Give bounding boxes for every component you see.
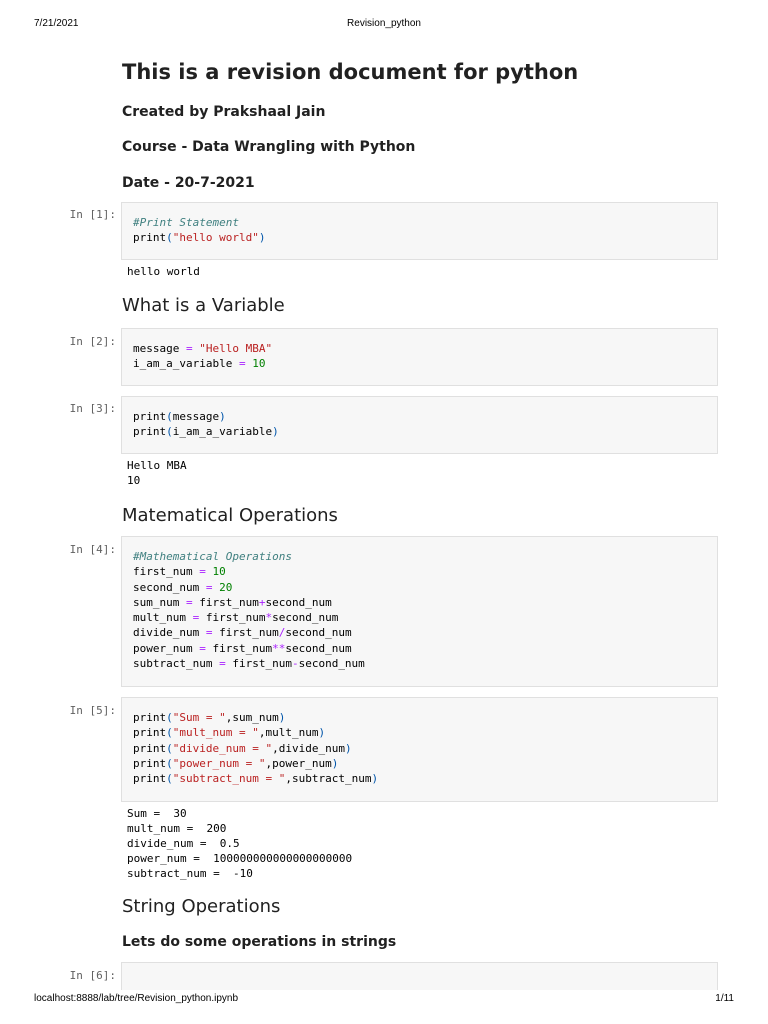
code-comment: #Print Statement — [133, 216, 239, 229]
code-token: ( — [166, 741, 173, 755]
code-block — [133, 710, 706, 786]
code-token: ) — [318, 726, 326, 740]
code-token: print — [133, 741, 167, 755]
code-token: print — [133, 726, 167, 740]
code-token: mult_num — [133, 611, 193, 625]
code-token: = — [185, 342, 193, 355]
output-line: power_num = 100000000000000000000 — [127, 852, 353, 865]
code-token: ) — [258, 231, 266, 245]
code-token: first_num — [192, 595, 259, 609]
code-token: print — [133, 756, 167, 770]
cell-output-5 — [127, 806, 352, 881]
code-token: ( — [166, 231, 173, 245]
code-block — [133, 549, 706, 671]
code-comment: #Mathematical Operations — [133, 550, 292, 563]
code-token: "power_num = " — [172, 756, 266, 770]
print-title: Revision_python — [347, 18, 421, 29]
code-token: ) — [278, 711, 286, 724]
code-token: i_am_a_variable — [133, 357, 239, 371]
code-token: "divide_num = " — [172, 741, 273, 755]
code-token: ) — [272, 425, 279, 439]
code-token: print — [133, 410, 167, 423]
print-date: 7/21/2021 — [34, 18, 79, 29]
code-token: sum_num — [133, 595, 186, 609]
code-token: 10 — [212, 565, 226, 579]
code-token: second_num — [298, 657, 365, 671]
code-token: 10 — [252, 357, 266, 371]
output-line: 10 — [127, 474, 141, 487]
code-token: divide_num — [133, 626, 206, 640]
code-token: ,divide_num — [272, 741, 345, 755]
code-token: second_num — [272, 611, 339, 625]
cell-prompt-2: In [2]: — [69, 335, 116, 348]
code-token: + — [258, 595, 266, 609]
code-token: message — [172, 410, 220, 423]
subsection-string-heading: Lets do some operations in strings — [122, 934, 397, 950]
code-token: print — [133, 231, 167, 245]
cell-output-3 — [127, 458, 187, 488]
code-block — [133, 215, 706, 246]
code-token: / — [278, 626, 286, 640]
code-cell-3[interactable] — [121, 396, 718, 454]
code-token: - — [291, 657, 299, 671]
code-token: ** — [272, 641, 286, 655]
code-token: ( — [166, 726, 173, 740]
section-string-heading: String Operations — [122, 896, 281, 917]
code-token: print — [133, 772, 167, 786]
code-token: first_num — [133, 565, 200, 579]
code-token: power_num — [133, 641, 200, 655]
code-token: subtract_num — [133, 657, 220, 671]
notebook-title: This is a revision document for python — [122, 60, 579, 84]
code-cell-1[interactable] — [121, 202, 718, 260]
print-footer — [0, 990, 768, 1006]
code-token: ( — [166, 711, 173, 724]
code-token: "Sum = " — [172, 711, 226, 724]
output-line: subtract_num = -10 — [127, 867, 253, 880]
code-token: second_num — [265, 595, 332, 609]
cell-prompt-4: In [4]: — [69, 543, 116, 556]
code-token: = — [205, 580, 213, 594]
code-token: = — [205, 626, 213, 640]
code-token: "Hello MBA" — [199, 342, 273, 355]
code-token: first_num — [205, 641, 273, 655]
code-token: print — [133, 711, 167, 724]
code-token: message — [133, 342, 186, 355]
created-by-heading: Created by Prakshaal Jain — [122, 104, 326, 120]
code-token: ( — [166, 756, 173, 770]
code-token: = — [238, 357, 246, 371]
code-token: second_num — [285, 641, 352, 655]
code-token: = — [192, 611, 200, 625]
code-token: i_am_a_variable — [172, 425, 273, 439]
page-number: 1/11 — [715, 993, 734, 1004]
code-token: print — [133, 425, 167, 439]
cell-prompt-6: In [6]: — [69, 969, 116, 982]
code-token: first_num — [199, 611, 266, 625]
code-block — [133, 341, 706, 372]
section-math-heading: Matematical Operations — [122, 505, 338, 526]
code-token: ( — [166, 772, 173, 786]
code-token: ) — [344, 741, 352, 755]
code-token: ,sum_num — [225, 711, 279, 724]
code-token: = — [199, 641, 206, 655]
output-line: divide_num = 0.5 — [127, 837, 240, 850]
code-token: ) — [371, 772, 379, 786]
code-token: = — [199, 565, 206, 579]
code-cell-5[interactable] — [121, 697, 718, 802]
code-token: = — [219, 657, 226, 671]
cell-prompt-1: In [1]: — [69, 208, 116, 221]
print-url: localhost:8888/lab/tree/Revision_python.ipynb — [34, 993, 239, 1004]
code-token: ,power_num — [265, 756, 332, 770]
code-token: ) — [219, 410, 226, 423]
code-token: * — [265, 611, 273, 625]
code-token: second_num — [133, 580, 206, 594]
code-token: ,subtract_num — [285, 772, 372, 786]
code-token: first_num — [212, 626, 279, 640]
output-line: mult_num = 200 — [127, 822, 227, 835]
code-cell-6[interactable] — [121, 962, 718, 990]
code-cell-4[interactable] — [121, 536, 718, 687]
code-token: ( — [166, 410, 173, 423]
code-token: second_num — [285, 626, 352, 640]
code-token: = — [185, 595, 193, 609]
code-token: first_num — [225, 657, 292, 671]
print-header — [0, 15, 768, 31]
code-token: 20 — [219, 580, 233, 594]
cell-output-1: hello world — [127, 265, 200, 278]
cell-prompt-3: In [3]: — [69, 402, 116, 415]
output-line: Sum = 30 — [127, 807, 187, 820]
code-block — [133, 409, 706, 440]
code-token: "subtract_num = " — [172, 772, 286, 786]
course-heading: Course - Data Wrangling with Python — [122, 139, 416, 155]
date-heading: Date - 20-7-2021 — [122, 175, 255, 191]
code-token: "hello world" — [172, 231, 259, 245]
section-variable-heading: What is a Variable — [122, 295, 285, 316]
output-line: Hello MBA — [127, 459, 187, 472]
code-cell-2[interactable] — [121, 328, 718, 386]
code-token: ,mult_num — [258, 726, 319, 740]
cell-prompt-5: In [5]: — [69, 704, 116, 717]
code-token: ( — [166, 425, 173, 439]
code-token: ) — [331, 756, 339, 770]
code-token: "mult_num = " — [172, 726, 259, 740]
